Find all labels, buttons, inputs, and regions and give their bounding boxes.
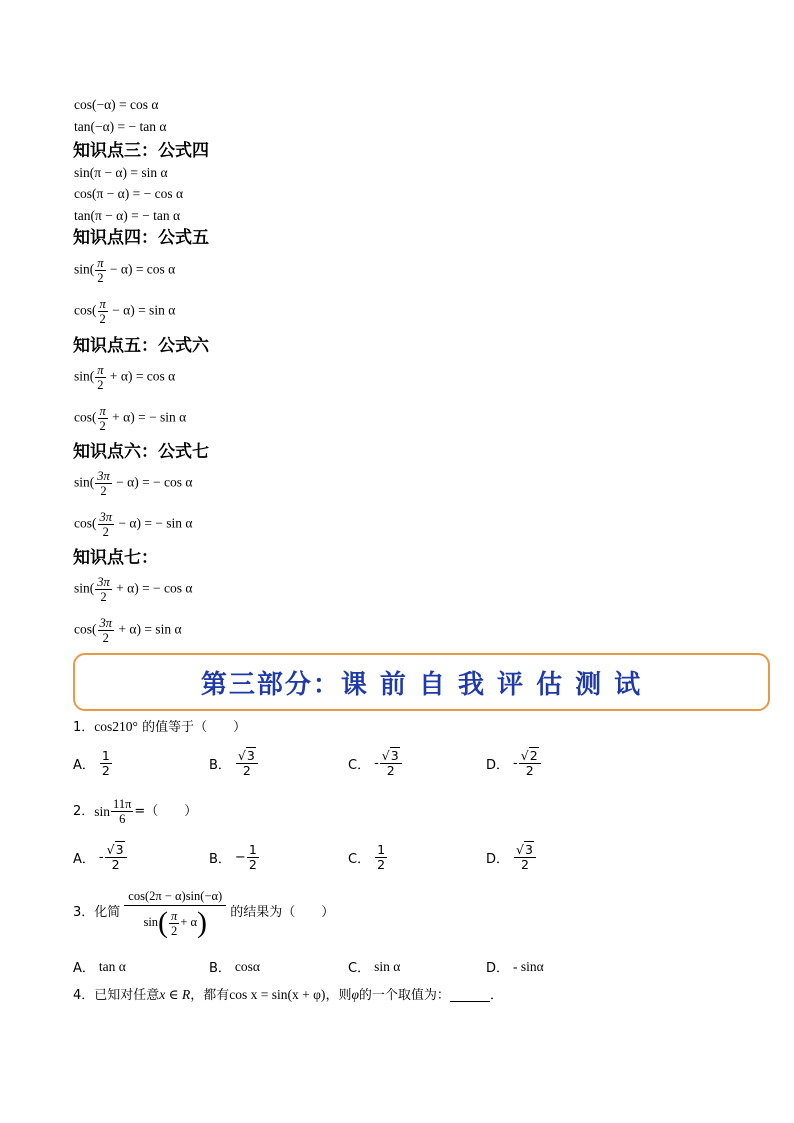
q2-option-c[interactable]: C． $\frac{1}{2}$ bbox=[348, 842, 386, 872]
q2-option-b[interactable]: B． − $\frac{1}{2}$ bbox=[209, 842, 257, 872]
formula-line: sin( $\frac{3\pi}{2}$ + α) = − cos α bbox=[74, 575, 193, 604]
formula-tan-neg: tan(−α) = − tan α bbox=[74, 119, 167, 134]
formula-line: sin( $\frac{3\pi}{2}$ − α) = − cos α bbox=[74, 469, 193, 498]
formula-line: cos(π − α) = − cos α bbox=[74, 186, 184, 201]
formula-line: cos( $\frac{3\pi}{2}$ + α) = sin α bbox=[74, 616, 182, 645]
formula-line: tan(π − α) = − tan α bbox=[74, 208, 181, 223]
section-banner bbox=[73, 653, 770, 711]
section-heading-4: 知识点四：公式五 bbox=[73, 228, 209, 248]
banner-title: 第三部分：课 前 自 我 评 估 测 试 bbox=[200, 669, 643, 700]
answer-blank[interactable] bbox=[450, 989, 490, 1002]
q1-option-b[interactable]: B． $\frac{√3}{2}$ bbox=[209, 749, 259, 778]
question-2: 2． sin $\frac{11\pi}{6}$ =（ ） bbox=[73, 797, 198, 826]
section-heading-6: 知识点六：公式七 bbox=[73, 442, 209, 462]
formula-line: sin( $\frac{\pi}{2}$ + α) = cos α bbox=[74, 363, 176, 392]
section-heading-7: 知识点七： bbox=[73, 548, 158, 568]
q3-option-d[interactable]: D． - sinα bbox=[486, 958, 544, 976]
formula-line: sin( $\frac{\pi}{2}$ − α) = cos α bbox=[74, 256, 176, 285]
q2-option-d[interactable]: D． $\frac{√3}{2}$ bbox=[486, 843, 537, 872]
formula-line: cos( $\frac{\pi}{2}$ + α) = − sin α bbox=[74, 404, 187, 433]
q1-option-d[interactable]: D． - $\frac{√2}{2}$ bbox=[486, 749, 542, 778]
q3-option-a[interactable]: A． tan α bbox=[73, 958, 126, 976]
question-1: 1．cos210° 的值等于（ ） bbox=[73, 719, 247, 735]
formula-line: cos( $\frac{\pi}{2}$ − α) = sin α bbox=[74, 297, 176, 326]
formula-line: cos( $\frac{3\pi}{2}$ − α) = − sin α bbox=[74, 510, 193, 539]
section-heading-5: 知识点五：公式六 bbox=[73, 336, 209, 356]
q3-option-b[interactable]: B． cosα bbox=[209, 958, 260, 976]
q1-option-c[interactable]: C． - $\frac{√3}{2}$ bbox=[348, 749, 403, 778]
question-4: 4．已知对任意x ∈ R，都有cos x = sin(x + φ)，则φ的一个取值为： ． bbox=[73, 987, 503, 1003]
q1-option-a[interactable]: A． $\frac{1}{2}$ bbox=[73, 748, 110, 778]
formula-cos-neg: cos(−α) = cos α bbox=[74, 97, 159, 112]
section-heading-3: 知识点三：公式四 bbox=[73, 141, 209, 161]
formula-line: sin(π − α) = sin α bbox=[74, 165, 168, 180]
q3-option-c[interactable]: C． sin α bbox=[348, 958, 401, 976]
q2-option-a[interactable]: A． - $\frac{√3}{2}$ bbox=[73, 843, 128, 872]
question-3: 3． 化简 cos(2π − α)sin(−α) sin( $\frac{\pi}{2}$ + α) 的结果为（ ） bbox=[73, 889, 335, 939]
